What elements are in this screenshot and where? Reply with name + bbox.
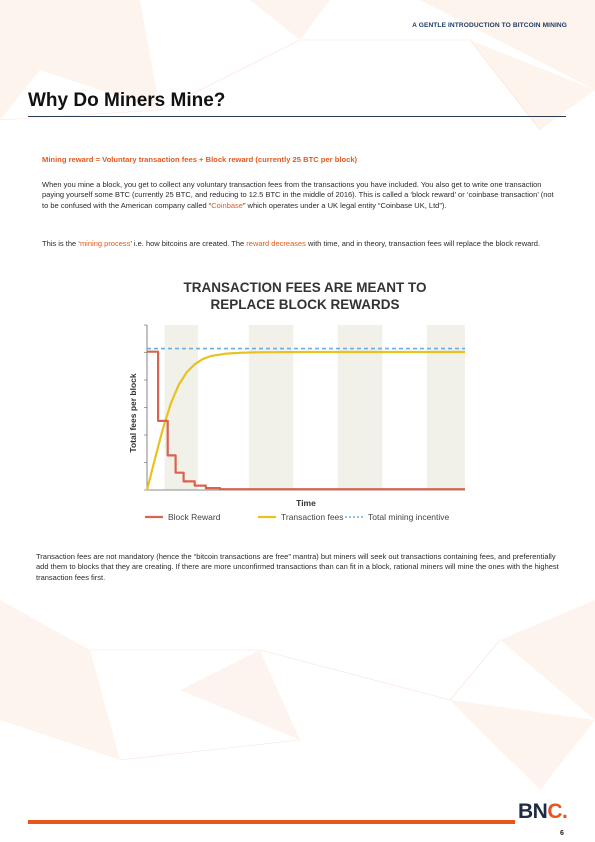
chart-legend [145,512,450,522]
chart-legend-label-1: Block Reward [168,512,221,522]
chart-grid-band-3 [338,325,383,490]
chart-x-axis-label: Time [296,498,316,508]
logo-accent: C. [547,800,568,823]
coinbase-link[interactable]: Coinbase [211,200,243,210]
running-header: A GENTLE INTRODUCTION TO BITCOIN MINING [412,22,567,29]
paragraph-mining-process [42,239,557,249]
title-divider [28,116,566,117]
mining-process-link[interactable]: mining process [79,239,131,248]
paragraph-text: ’ i.e. how bitcoins are created. The [130,239,247,248]
chart-legend-label-2: Transaction fees [281,512,344,522]
mining-reward-formula: Mining reward = Voluntary transaction fees + Block reward (currently 25 BTC per block) [42,155,358,164]
chart-grid-band-2 [249,325,294,490]
reward-decreases-link[interactable]: reward decreases [246,239,306,248]
paragraph-text: This is the ‘ [42,239,80,248]
chart-title-line2: REPLACE BLOCK REWARDS [210,297,400,312]
paragraph-text: ” which operates under a UK legal entity “Coinbase UK, Ltd”). [242,200,447,210]
fees-vs-rewards-chart [115,274,480,534]
logo-text: BN [518,800,548,823]
bnc-logo [518,800,567,824]
chart-grid-bands [164,325,465,490]
chart-legend-label-3: Total mining incentive [368,512,450,522]
chart-y-axis-label: Total fees per block [128,373,138,453]
page-number: 6 [560,830,564,837]
footer-accent-bar [28,820,515,824]
paragraph-text: When you mine a block, you get to collect any voluntary transaction fees from the transactions you have included. You also get to write one transaction paying yourself some BTC (currently 25 BTC, and reducing to 12.5 BTC in the middle of 2016). This is called a ‘block reward’ or ‘coinbase transaction’ (not to be confused with the American company called “ [42,180,554,210]
page-title: Why Do Miners Mine? [28,90,226,111]
chart-grid-band-4 [427,325,465,490]
paragraph-text: with time, and in theory, transaction fees will replace the block reward. [305,239,541,248]
chart-title-line1: TRANSACTION FEES ARE MEANT TO [183,280,427,295]
paragraph-block-reward [42,180,557,211]
paragraph-transaction-fees: Transaction fees are not mandatory (hence the “bitcoin transactions are free” mantra) but miners will seek out transactions containing fees, and preferentially add them to blocks that they are creating. If there are more unconfirmed transactions than can fit in a block, rational miners will mine the ones with the highest transaction fees first. [36,552,559,582]
